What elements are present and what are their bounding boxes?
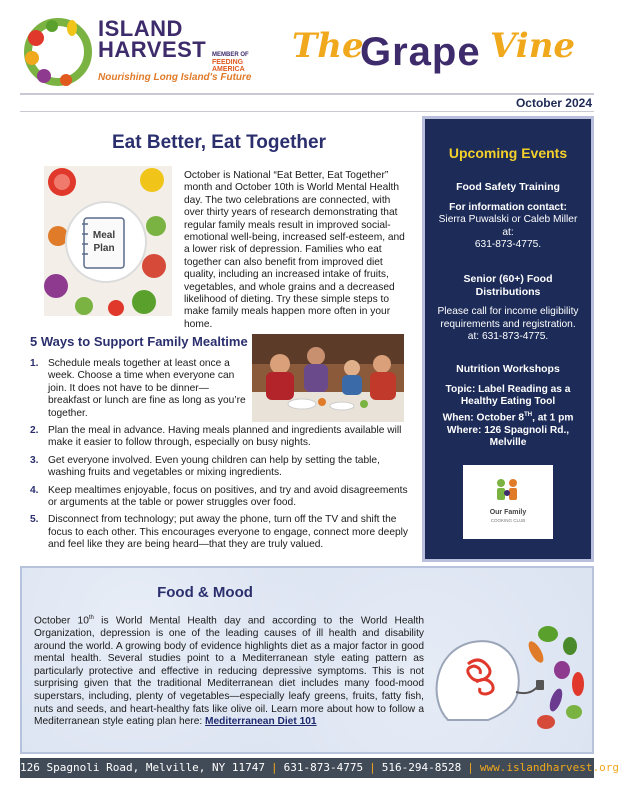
feeding-america-label: FEEDING AMERICA <box>212 59 245 73</box>
list-item <box>30 455 410 480</box>
list-item-number: 4. <box>30 484 39 496</box>
food-mood-title: Food & Mood <box>157 584 253 601</box>
food-mood-text-sup: th <box>88 615 94 621</box>
list-item-number: 2. <box>30 425 39 437</box>
newsletter-masthead <box>292 18 592 88</box>
list-item-text: Get everyone involved. Even young children can help by setting the table, washing fruits and vegetables or mixing ingredients. <box>48 454 380 479</box>
event-where: Where: 126 Spagnoli Rd., Melville <box>446 424 570 449</box>
food-mood-text-body: is World Mental Health day and according to the World Health Organization, depression is one of the leading causes of ill health and disability around the world. A growing body of evidence highlights diet as a major factor in good mental health. Several studies point to a Mediterranean style eating pattern as particularly protective and effective in reducing depressive symptoms. This is not surprising given that the traditional Mediterranean diet includes many food-mood superstars, including, plenty of vegetables—especially leafy greens, fruits, fatty fish, nuts and seeds, and heart-healthy fats like olive oil. Learn more about how to follow a Mediterranean style eating plan here: <box>34 615 425 728</box>
footer-separator: | <box>467 761 474 774</box>
upcoming-events-sidebar <box>422 116 594 562</box>
event-heading-line2: Distributions <box>475 285 541 298</box>
food-mood-text <box>34 612 424 729</box>
mediterranean-diet-link[interactable]: Mediterranean Diet 101 <box>205 716 317 728</box>
event-topic: Topic: Label Reading as a Healthy Eating Tool <box>445 383 571 408</box>
masthead-grape: Grape <box>360 30 481 74</box>
ways-heading: 5 Ways to Support Family Mealtime <box>30 334 248 349</box>
footer-separator: | <box>369 761 376 774</box>
footer-separator: | <box>271 761 278 774</box>
issue-date: October 2024 <box>515 96 592 110</box>
header-divider <box>20 93 594 95</box>
list-item <box>30 485 410 510</box>
our-family-logo <box>463 465 553 539</box>
our-family-logo-text <box>463 509 553 525</box>
food-mood-text-pre: October 10 <box>34 615 89 627</box>
footer-phone2: 516-294-8528 <box>381 761 462 774</box>
event-heading: Food Safety Training <box>456 181 560 193</box>
event-when <box>431 409 585 425</box>
list-item-number: 1. <box>30 358 39 369</box>
meal-plan-label-2: Plan <box>93 243 115 254</box>
event-heading-line1: Senior (60+) Food <box>463 273 553 285</box>
event-food-safety <box>431 181 585 252</box>
event-when-prefix: When: October 8 <box>442 412 525 424</box>
list-item-text: Disconnect from technology; put away the phone, turn off the TV and shift the focus to each other. This encourages everyone to engage, connect more deeply and feel like they are being heard—that they are truly valued. <box>48 514 409 551</box>
footer-contact-bar <box>20 758 619 778</box>
list-item-text: Keep mealtimes enjoyable, focus on positives, and try and avoid disagreements or arguments at the table or power struggles over food. <box>48 484 408 509</box>
footer-phone1: 631-873-4775 <box>283 761 364 774</box>
island-harvest-logo <box>22 12 262 94</box>
event-contact-label: For information contact: <box>449 201 567 213</box>
event-nutrition-workshops <box>431 363 585 450</box>
food-mood-section <box>20 566 594 754</box>
event-at: at: <box>502 226 514 238</box>
list-item <box>30 358 248 420</box>
org-name-line1: ISLAND <box>98 16 183 41</box>
header-divider-lower <box>20 111 594 112</box>
event-phone: at: 631-873-4775. <box>467 331 549 343</box>
org-name <box>98 18 206 60</box>
brain-gut-food-illustration <box>428 620 588 738</box>
org-tagline: Nourishing Long Island's Future <box>98 72 252 83</box>
our-family-sub: COOKING CLUB <box>490 518 526 523</box>
vegetable-wreath-icon <box>22 16 94 88</box>
org-name-line2: HARVEST <box>98 37 207 62</box>
list-item-number: 3. <box>30 454 39 466</box>
list-item <box>30 514 410 551</box>
event-body: Please call for income eligibility requirements and registration. <box>437 306 579 330</box>
event-when-sup: TH <box>524 411 533 418</box>
ways-list <box>30 358 410 557</box>
list-item <box>30 425 410 450</box>
list-item-number: 5. <box>30 514 39 526</box>
footer-website-link[interactable]: www.islandharvest.org <box>479 761 619 774</box>
member-of-label: MEMBER OF <box>212 52 249 58</box>
our-family-name: Our Family <box>489 509 527 516</box>
list-item-text: Plan the meal in advance. Having meals planned and ingredients available will make it easier to follow through, especially on busy nights. <box>48 425 402 449</box>
meal-plan-label-1: Meal <box>92 230 116 241</box>
sidebar-title: Upcoming Events <box>448 145 568 161</box>
event-phone: 631-873-4775. <box>474 239 542 251</box>
family-figures-icon <box>495 477 521 505</box>
list-item-text: Schedule meals together at least once a week. Choose a time when everyone can join. It does not have to be dinner—breakfast or lunch are fine as long as you’re together. <box>48 358 246 419</box>
article-intro: October is National “Eat Better, Eat Together” month and October 10th is World Mental Health day. The two celebrations are connected, with over thirty years of research demonstrating that regular family meals result in improved social-emotional well-being, increased self-esteem, and a lower risk of depression. Families who eat together can also benefit from improved diet quality, including an increased intake of fruits, vegetables, and whole grains and a decreased likelihood of dieting. Try these simple steps to make family meals happen more often in your home. <box>184 170 405 330</box>
event-senior-distributions <box>431 273 585 344</box>
meal-plan-photo <box>44 166 172 316</box>
event-when-suffix: , at 1 pm <box>532 412 574 424</box>
article-title: Eat Better, Eat Together <box>112 132 326 153</box>
masthead-the: The <box>292 26 364 66</box>
footer-address: 126 Spagnoli Road, Melville, NY 11747 <box>20 761 266 774</box>
event-heading <box>431 273 585 298</box>
event-heading: Nutrition Workshops <box>456 363 560 375</box>
masthead-vine: Vine <box>490 26 576 66</box>
event-contact-names: Sierra Puwalski or Caleb Miller <box>438 214 578 226</box>
feeding-america-badge <box>212 52 262 73</box>
